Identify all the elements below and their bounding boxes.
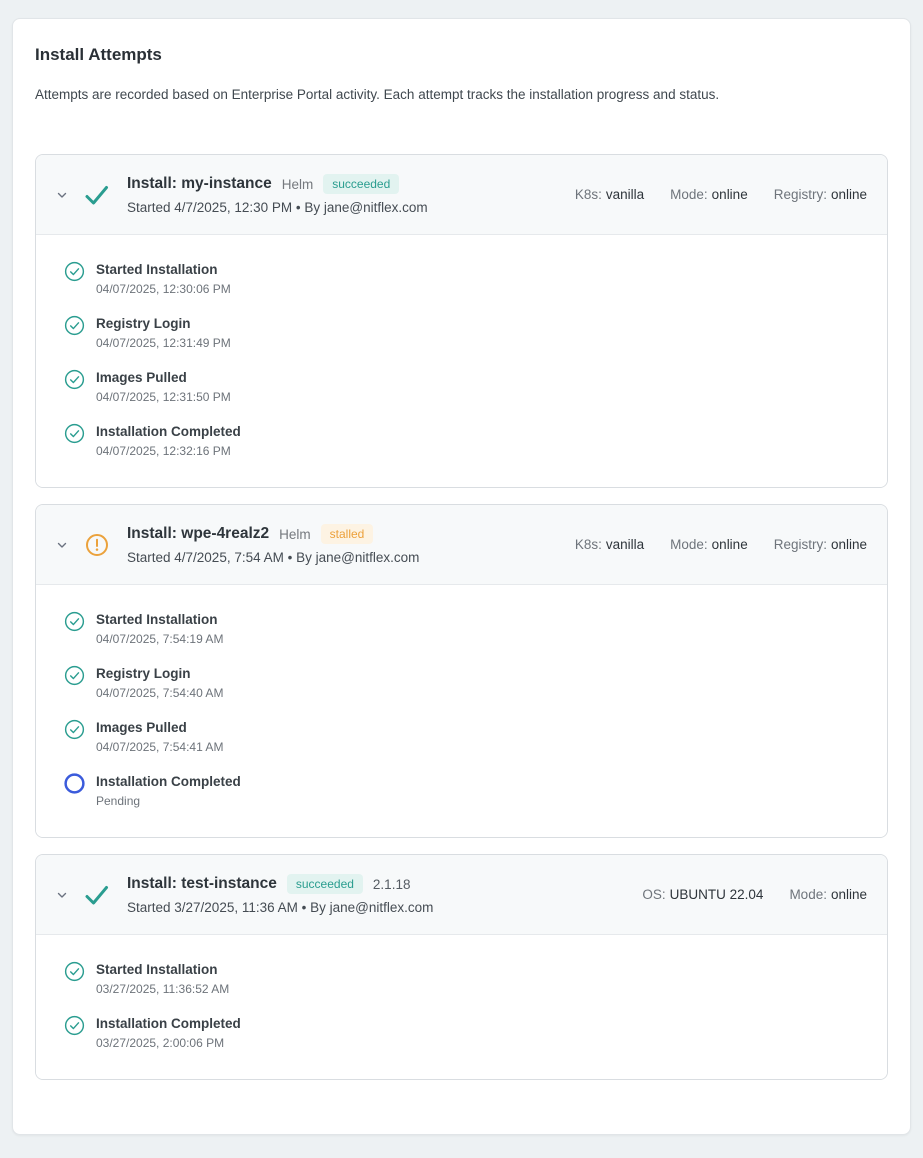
attempt-body bbox=[36, 235, 887, 487]
step-text bbox=[96, 315, 231, 350]
attempt-status-icon bbox=[83, 533, 110, 557]
step-status-icon bbox=[64, 773, 85, 794]
check-icon bbox=[83, 883, 110, 907]
step-time: 03/27/2025, 11:36:52 AM bbox=[96, 982, 230, 996]
meta-value: online bbox=[711, 537, 748, 552]
step-time: 04/07/2025, 12:31:49 PM bbox=[96, 336, 231, 350]
page-title: Install Attempts bbox=[35, 45, 162, 64]
attempt-title: Install: test-instance bbox=[127, 875, 277, 892]
step-status-icon bbox=[64, 261, 85, 282]
attempt-head-main bbox=[127, 174, 555, 215]
step-title: Images Pulled bbox=[96, 720, 187, 735]
attempt-started: Started 4/7/2025, 12:30 PM • By jane@nitflex.com bbox=[127, 200, 428, 215]
step-status-icon bbox=[64, 315, 85, 336]
step-time: 04/07/2025, 7:54:19 AM bbox=[96, 632, 224, 646]
timeline-step bbox=[64, 719, 867, 754]
step-status-icon bbox=[64, 719, 85, 740]
attempt-title-row bbox=[127, 174, 555, 194]
step-title: Started Installation bbox=[96, 962, 218, 977]
attempt-status-icon bbox=[83, 883, 110, 907]
step-status-icon bbox=[64, 369, 85, 390]
attempt-header[interactable] bbox=[36, 855, 887, 935]
step-status-icon bbox=[64, 961, 85, 982]
meta-item bbox=[789, 887, 867, 902]
meta-item bbox=[774, 537, 867, 552]
step-time: 04/07/2025, 7:54:41 AM bbox=[96, 740, 224, 754]
attempt-title-row bbox=[127, 874, 622, 894]
attempt-started: Started 4/7/2025, 7:54 AM • By jane@nitflex.com bbox=[127, 550, 420, 565]
meta-label: Mode: bbox=[670, 537, 708, 552]
attempt-started: Started 3/27/2025, 11:36 AM • By jane@nitflex.com bbox=[127, 900, 434, 915]
step-text bbox=[96, 423, 241, 458]
attempt-card bbox=[35, 504, 888, 838]
meta-value: vanilla bbox=[605, 187, 645, 202]
chevron-down-icon[interactable] bbox=[56, 889, 68, 901]
meta-label: Mode: bbox=[789, 887, 827, 902]
meta-label: Registry: bbox=[773, 537, 827, 552]
step-status-icon bbox=[64, 423, 85, 444]
step-time: 04/07/2025, 12:31:50 PM bbox=[96, 390, 231, 404]
meta-value: online bbox=[830, 887, 867, 902]
step-text bbox=[96, 1015, 241, 1050]
attempt-version: 2.1.18 bbox=[372, 876, 411, 892]
alert-circle-icon bbox=[85, 533, 109, 557]
meta-label: K8s: bbox=[574, 537, 602, 552]
install-attempts-panel bbox=[12, 18, 911, 1135]
meta-value: vanilla bbox=[605, 537, 645, 552]
meta-value: online bbox=[830, 187, 867, 202]
attempt-header[interactable] bbox=[36, 505, 887, 585]
attempt-body bbox=[36, 935, 887, 1079]
steps-list bbox=[36, 261, 887, 458]
status-badge: stalled bbox=[321, 524, 374, 544]
attempt-title-row bbox=[127, 524, 555, 544]
attempt-header[interactable] bbox=[36, 155, 887, 235]
timeline-step bbox=[64, 611, 867, 646]
meta-item bbox=[670, 187, 748, 202]
steps-list bbox=[36, 961, 887, 1050]
step-time: 03/27/2025, 2:00:06 PM bbox=[96, 1036, 225, 1050]
step-text bbox=[96, 261, 231, 296]
step-status-icon bbox=[64, 611, 85, 632]
attempt-status-icon bbox=[83, 183, 110, 207]
step-text bbox=[96, 773, 241, 808]
attempt-card bbox=[35, 854, 888, 1080]
attempt-method: Helm bbox=[279, 526, 311, 542]
meta-item bbox=[774, 187, 867, 202]
step-time: 04/07/2025, 12:32:16 PM bbox=[96, 444, 231, 458]
step-title: Started Installation bbox=[96, 262, 218, 277]
attempt-method: Helm bbox=[281, 176, 314, 192]
step-status-icon bbox=[64, 1015, 85, 1036]
step-text bbox=[96, 611, 223, 646]
meta-label: K8s: bbox=[574, 187, 602, 202]
meta-item bbox=[575, 187, 644, 202]
step-status-icon bbox=[64, 665, 85, 686]
step-title: Registry Login bbox=[96, 666, 191, 681]
timeline-step bbox=[64, 1015, 867, 1050]
attempt-meta bbox=[575, 537, 867, 552]
attempt-card bbox=[35, 154, 888, 488]
check-icon bbox=[83, 183, 110, 207]
step-title: Installation Completed bbox=[96, 774, 241, 789]
meta-item bbox=[670, 537, 748, 552]
step-title: Installation Completed bbox=[96, 1016, 241, 1031]
meta-label: OS: bbox=[642, 887, 666, 902]
status-badge: succeeded bbox=[323, 174, 399, 194]
meta-label: Registry: bbox=[773, 187, 827, 202]
attempt-title: Install: wpe-4realz2 bbox=[127, 525, 270, 542]
status-badge: succeeded bbox=[287, 874, 363, 894]
step-text bbox=[96, 665, 223, 700]
step-text bbox=[96, 961, 229, 996]
meta-value: UBUNTU 22.04 bbox=[669, 887, 764, 902]
meta-value: online bbox=[830, 537, 867, 552]
attempt-body bbox=[36, 585, 887, 837]
meta-value: online bbox=[711, 187, 748, 202]
timeline-step bbox=[64, 261, 867, 296]
attempt-title: Install: my-instance bbox=[127, 175, 272, 192]
step-title: Images Pulled bbox=[96, 370, 187, 385]
chevron-down-icon[interactable] bbox=[56, 189, 68, 201]
meta-label: Mode: bbox=[670, 187, 708, 202]
attempt-head-main bbox=[127, 524, 555, 565]
meta-item bbox=[575, 537, 644, 552]
step-title: Installation Completed bbox=[96, 424, 241, 439]
attempts-list bbox=[35, 154, 888, 1080]
attempt-meta bbox=[575, 187, 867, 202]
timeline-step bbox=[64, 369, 867, 404]
step-title: Registry Login bbox=[96, 316, 191, 331]
timeline-step bbox=[64, 773, 867, 808]
meta-item bbox=[642, 887, 763, 902]
step-text bbox=[96, 369, 231, 404]
step-title: Started Installation bbox=[96, 612, 218, 627]
timeline-step bbox=[64, 665, 867, 700]
attempt-head-main bbox=[127, 874, 622, 915]
step-text bbox=[96, 719, 223, 754]
timeline-step bbox=[64, 961, 867, 996]
step-time: 04/07/2025, 7:54:40 AM bbox=[96, 686, 224, 700]
timeline-step bbox=[64, 423, 867, 458]
timeline-step bbox=[64, 315, 867, 350]
page-subtitle: Attempts are recorded based on Enterprise Portal activity. Each attempt tracks the installation progress and status. bbox=[35, 87, 720, 102]
step-time: 04/07/2025, 12:30:06 PM bbox=[96, 282, 231, 296]
step-time: Pending bbox=[96, 794, 141, 808]
attempt-meta bbox=[642, 887, 867, 902]
chevron-down-icon[interactable] bbox=[56, 539, 68, 551]
steps-list bbox=[36, 611, 887, 808]
